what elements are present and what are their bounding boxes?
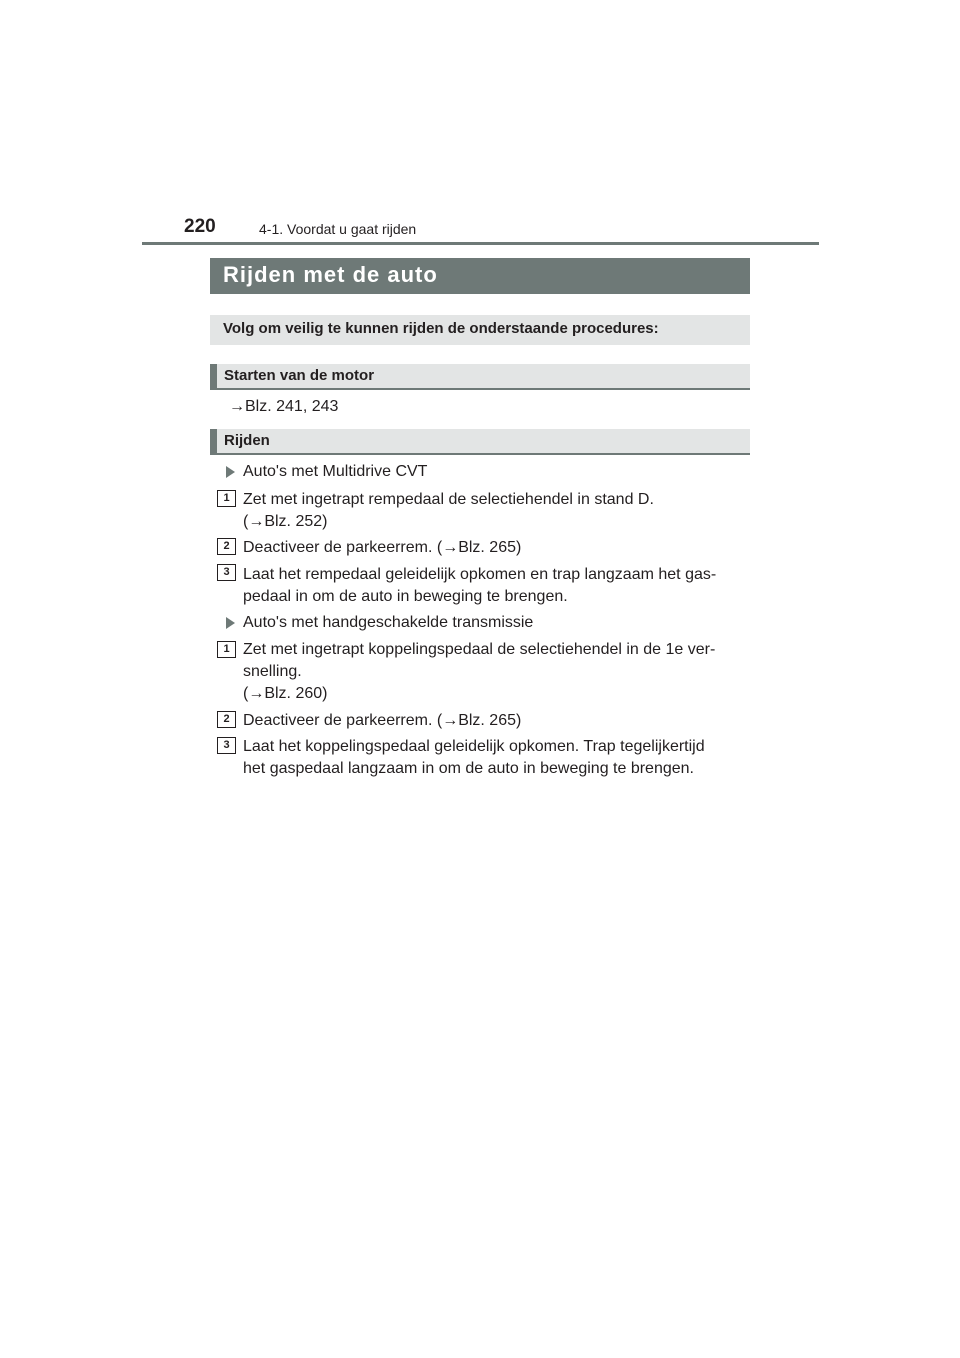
step-text-line: het gaspedaal langzaam in om de auto in beweging te brengen. [243,760,694,777]
step-reference: (→Blz. 260) [243,685,328,702]
header-divider [142,242,819,245]
step-number-badge: 3 [217,737,236,754]
manual-step-3 [243,736,748,780]
step-text: Zet met ingetrapt rempedaal de selectiehendel in stand D. [243,491,654,508]
cvt-step-3 [243,564,748,608]
step-text-line: Laat het rempedaal geleidelijk opkomen en trap langzaam het gas- [243,566,717,583]
step-number-badge: 2 [217,538,236,555]
step-text-line: Zet met ingetrapt koppelingspedaal de selectiehendel in de 1e ver- [243,641,716,658]
step-number-badge: 3 [217,564,236,581]
manual-step-2: Deactiveer de parkeerrem. (→Blz. 265) [243,712,522,729]
step-text-line: pedaal in om de auto in beweging te brengen. [243,588,568,605]
step-text-line: snelling. [243,663,302,680]
subheading-accent [210,429,217,453]
starting-reference: →Blz. 241, 243 [229,398,339,415]
step-text-line: Laat het koppelingspedaal geleidelijk opkomen. Trap tegelijkertijd [243,738,705,755]
manual-step-1 [243,639,748,705]
cvt-step-1 [243,489,748,533]
subheading-starting [210,364,750,390]
chapter-title: 4-1. Voordat u gaat rijden [259,221,417,237]
subheading-label: Starten van de motor [224,367,375,384]
subheading-accent [210,364,217,388]
subheading-label: Rijden [224,432,270,449]
triangle-bullet-icon [226,466,235,478]
cvt-title: Auto's met Multidrive CVT [243,463,428,480]
manual-title: Auto's met handgeschakelde transmissie [243,614,534,631]
step-number-badge: 1 [217,641,236,658]
step-number-badge: 1 [217,490,236,507]
intro-text: Volg om veilig te kunnen rijden de onderstaande procedures: [223,320,659,337]
step-reference: (→Blz. 252) [243,513,328,530]
subheading-driving [210,429,750,455]
section-title: Rijden met de auto [223,262,438,287]
cvt-step-2: Deactiveer de parkeerrem. (→Blz. 265) [243,539,522,556]
step-number-badge: 2 [217,711,236,728]
page-number: 220 [184,216,216,237]
triangle-bullet-icon [226,617,235,629]
